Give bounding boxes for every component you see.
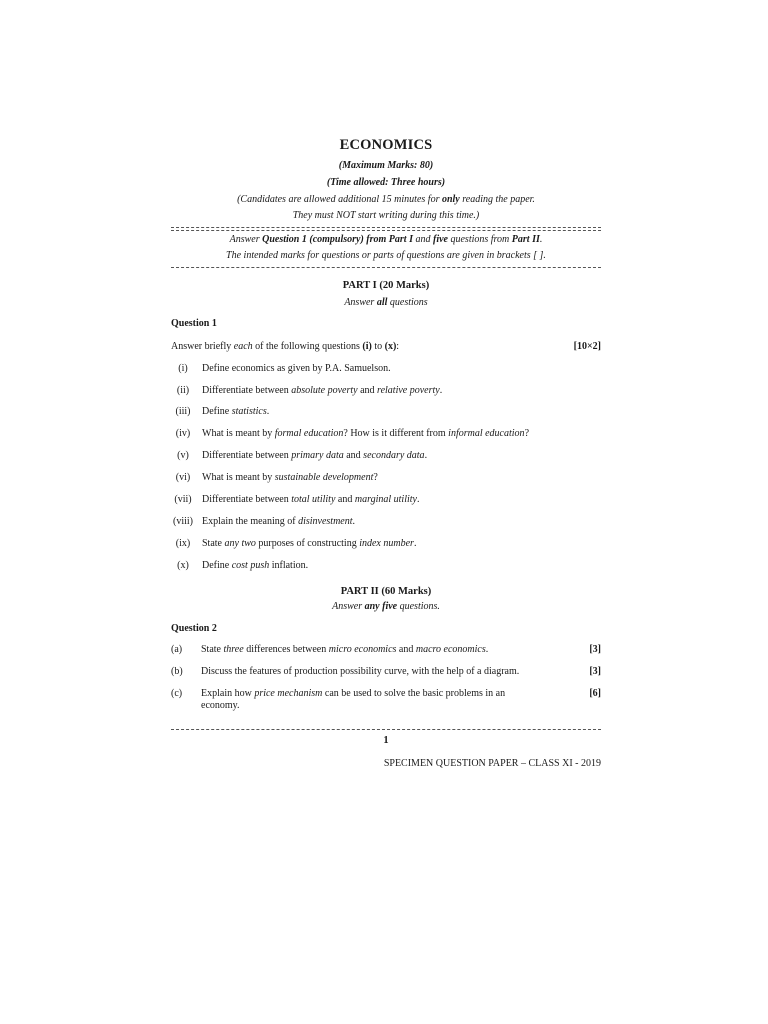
part-2-heading: PART II (60 Marks) — [340, 586, 432, 597]
page-number: 1 — [383, 735, 389, 746]
q1-item-number: (vii) — [174, 494, 192, 505]
q2-item-marks: [6] — [589, 688, 601, 699]
footer-caption: SPECIMEN QUESTION PAPER – CLASS XI - 2019 — [383, 758, 601, 769]
q1-item-number: (iii) — [175, 406, 191, 417]
divider-top-2 — [171, 230, 601, 231]
question-1-label: Question 1 — [171, 318, 217, 329]
q1-item-text: Explain the meaning of disinvestment. — [202, 516, 356, 527]
question-1-marks: [10×2] — [573, 341, 601, 352]
instruction-line-2: The intended marks for questions or parts of questions are given in brackets [ ]. — [226, 250, 546, 261]
q1-item-text: What is meant by formal education? How is it different from informal education? — [202, 428, 530, 439]
q2-item-marks: [3] — [589, 644, 601, 655]
reading-note-line-2: They must NOT start writing during this time.) — [292, 210, 480, 221]
q2-item-marks: [3] — [589, 666, 601, 677]
q1-item-text: Differentiate between total utility and marginal utility. — [202, 494, 420, 505]
q1-item-text: What is meant by sustainable development? — [202, 472, 378, 483]
time-allowed: (Time allowed: Three hours) — [326, 177, 446, 188]
q2-item-text-line-2: economy. — [201, 700, 240, 711]
part-1-heading: PART I (20 Marks) — [342, 280, 430, 291]
q1-item-number: (vi) — [175, 472, 191, 483]
q1-item-number: (ii) — [176, 385, 190, 396]
q1-item-text: Differentiate between primary data and secondary data. — [202, 450, 428, 461]
q1-item-number: (iv) — [175, 428, 191, 439]
q2-item-text: State three differences between micro economics and macro economics. — [201, 644, 489, 655]
q2-item-text: Discuss the features of production possibility curve, with the help of a diagram. — [201, 666, 520, 677]
question-2-label: Question 2 — [171, 623, 217, 634]
reading-note-line-1: (Candidates are allowed additional 15 minutes for only reading the paper. — [237, 194, 535, 205]
q2-item-text-line-1: Explain how price mechanism can be used to solve the basic problems in an — [201, 688, 506, 699]
q1-item-text: Define economics as given by P.A. Samuelson. — [202, 363, 391, 374]
paper-title: ECONOMICS — [339, 137, 433, 153]
q1-item-number: (v) — [177, 450, 189, 461]
divider-instructions — [171, 267, 601, 268]
maximum-marks: (Maximum Marks: 80) — [338, 160, 434, 171]
q1-item-text: State any two purposes of constructing index number. — [202, 538, 417, 549]
q2-item-letter: (b) — [171, 666, 183, 677]
part-1-subheading: Answer all questions — [344, 297, 428, 308]
q1-item-text: Define statistics. — [202, 406, 270, 417]
q2-item-letter: (c) — [171, 688, 183, 699]
q1-item-number: (viii) — [173, 516, 193, 527]
part-2-subheading: Answer any five questions. — [332, 601, 440, 612]
divider-bottom — [171, 729, 601, 730]
q1-item-number: (i) — [178, 363, 188, 374]
q1-item-text: Define cost push inflation. — [202, 560, 309, 571]
question-1-intro: Answer briefly each of the following questions (i) to (x): — [171, 341, 400, 352]
q1-item-number: (x) — [177, 560, 189, 571]
q1-item-text: Differentiate between absolute poverty and relative poverty. — [202, 385, 443, 396]
q1-item-number: (ix) — [175, 538, 191, 549]
divider-top-1 — [171, 227, 601, 228]
q2-item-letter: (a) — [171, 644, 183, 655]
instruction-line-1: Answer Question 1 (compulsory) from Part I and five questions from Part II. — [229, 234, 543, 245]
